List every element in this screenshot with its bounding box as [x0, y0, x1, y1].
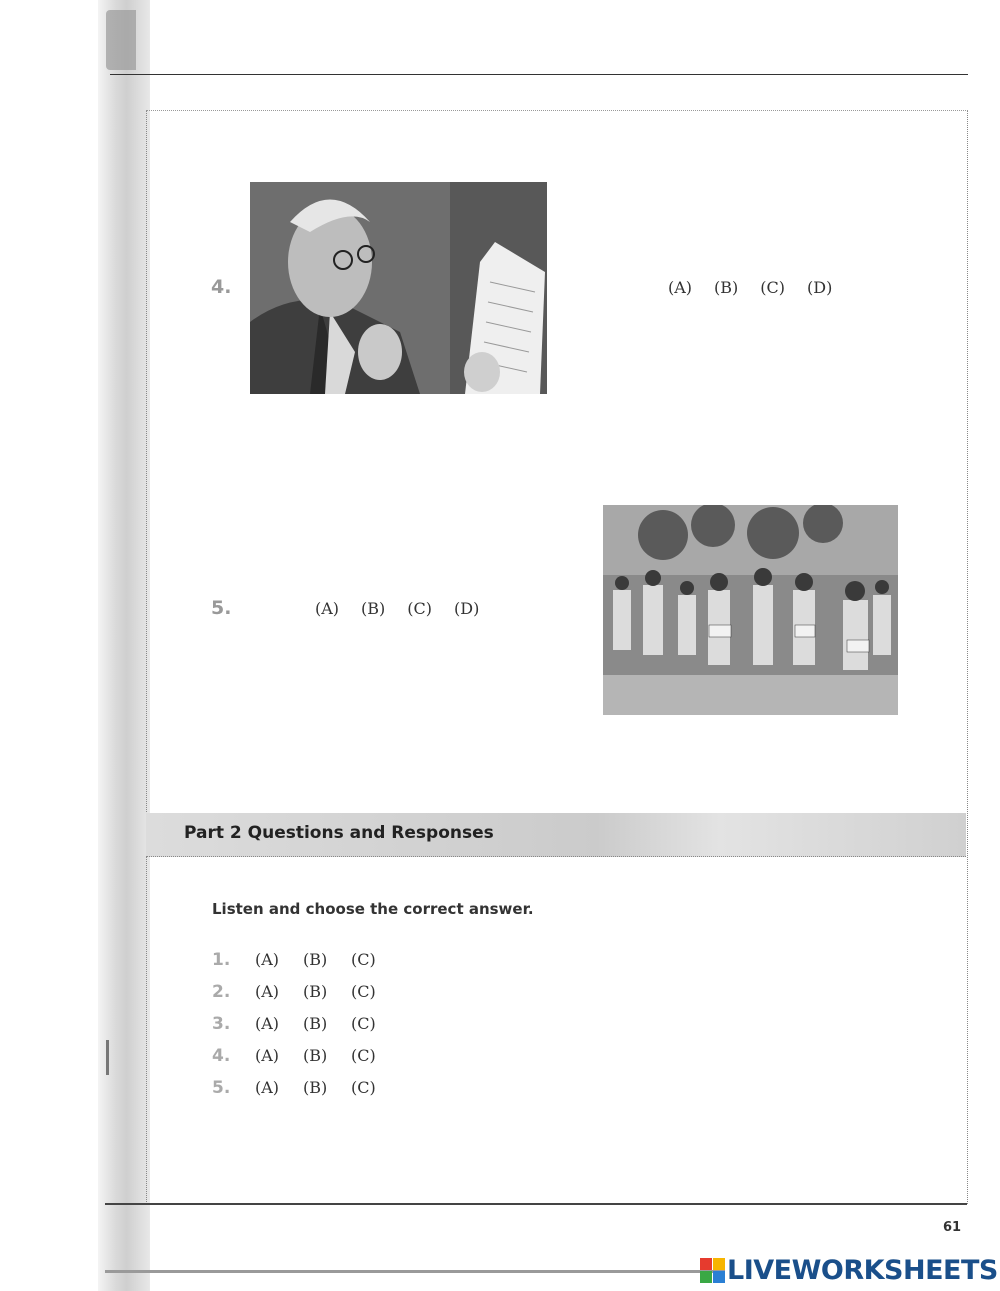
option-a[interactable]: (A) — [255, 1014, 280, 1033]
option-b[interactable]: (B) — [303, 1078, 328, 1097]
option-c[interactable]: (C) — [351, 982, 376, 1001]
part2-title: Part 2 Questions and Responses — [184, 823, 494, 843]
option-b[interactable]: (B) — [714, 278, 739, 297]
item-number: 5. — [212, 1078, 231, 1098]
option-b[interactable]: (B) — [303, 1046, 328, 1065]
option-d[interactable]: (D) — [454, 599, 480, 618]
logo-icon — [700, 1258, 725, 1283]
option-a[interactable]: (A) — [255, 950, 280, 969]
option-c[interactable]: (C) — [351, 1046, 376, 1065]
option-c[interactable]: (C) — [351, 1078, 376, 1097]
option-b[interactable]: (B) — [303, 950, 328, 969]
option-a[interactable]: (A) — [255, 1046, 280, 1065]
option-b[interactable]: (B) — [303, 1014, 328, 1033]
option-c[interactable]: (C) — [351, 1014, 376, 1033]
bottom-rule — [105, 1203, 967, 1205]
page-edge-shadow — [105, 1270, 725, 1273]
option-c[interactable]: (C) — [407, 599, 433, 618]
option-b[interactable]: (B) — [361, 599, 386, 618]
item-number: 3. — [212, 1014, 231, 1034]
option-d[interactable]: (D) — [807, 278, 833, 297]
marathon-runners-photo — [603, 505, 898, 715]
option-c[interactable]: (C) — [760, 278, 786, 297]
option-a[interactable]: (A) — [255, 1078, 280, 1097]
question-5-number: 5. — [211, 597, 232, 619]
book-spine-shadow — [98, 0, 150, 1291]
item-number: 1. — [212, 950, 231, 970]
question-5-options — [315, 599, 501, 618]
spine-pencil-mark — [106, 1040, 109, 1075]
question-4-number: 4. — [211, 276, 232, 298]
logo-text: LIVEWORKSHEETS — [727, 1255, 998, 1286]
option-c[interactable]: (C) — [351, 950, 376, 969]
option-a[interactable]: (A) — [668, 278, 693, 297]
item-number: 2. — [212, 982, 231, 1002]
question-4-options — [668, 278, 854, 297]
top-rule — [110, 74, 968, 75]
option-a[interactable]: (A) — [315, 599, 340, 618]
page-number: 61 — [943, 1220, 962, 1235]
option-a[interactable]: (A) — [255, 982, 280, 1001]
part2-instruction: Listen and choose the correct answer. — [212, 900, 534, 918]
man-reading-newspaper-photo — [250, 182, 547, 394]
spine-dark-mark — [106, 10, 136, 70]
item-number: 4. — [212, 1046, 231, 1066]
option-b[interactable]: (B) — [303, 982, 328, 1001]
liveworksheets-logo — [700, 1255, 998, 1286]
